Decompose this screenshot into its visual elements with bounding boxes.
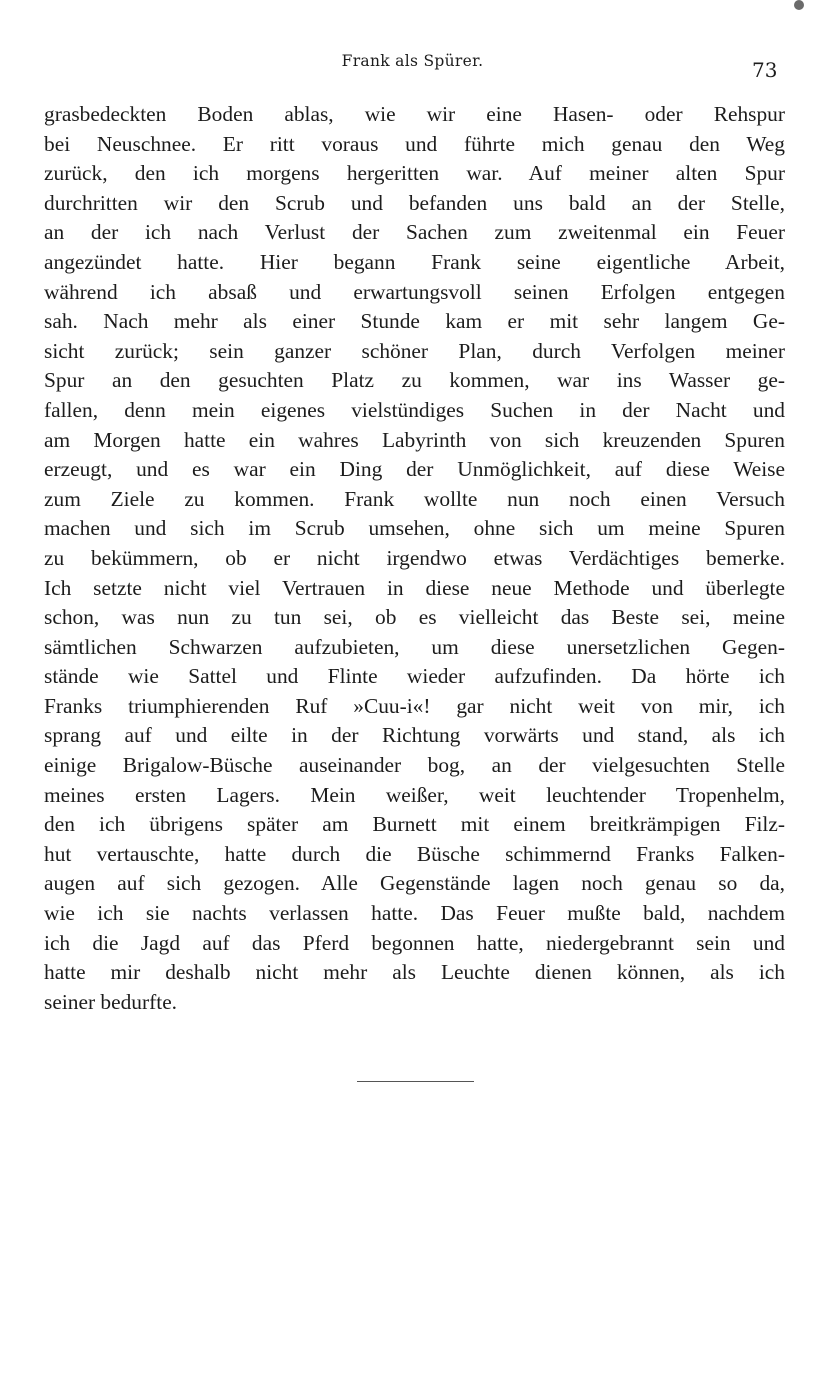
text-line: wie ich sie nachts verlassen hatte. Das Feuer mußte bald, nachdem	[44, 901, 785, 926]
text-line: seiner bedurfte.	[44, 989, 178, 1014]
text-line: augen auf sich gezogen. Alle Gegenstände lagen noch genau so da,	[44, 871, 785, 896]
text-line: den ich übrigens später am Burnett mit einem breitkrämpigen Filz-	[44, 812, 785, 837]
running-title: Frank als Spürer.	[341, 52, 484, 70]
text-line: durchritten wir den Scrub und befanden uns bald an der Stelle,	[44, 190, 785, 215]
text-line: machen und sich im Scrub umsehen, ohne sich um meine Spuren	[44, 516, 785, 541]
text-line: zurück, den ich morgens hergeritten war. Auf meiner alten Spur	[44, 161, 785, 186]
text-line: zum Ziele zu kommen. Frank wollte nun noch einen Versuch	[44, 486, 785, 511]
page-number: 73	[752, 58, 778, 82]
text-line: am Morgen hatte ein wahres Labyrinth von sich kreuzenden Spuren	[44, 427, 785, 452]
text-line: stände wie Sattel und Flinte wieder aufzufinden. Da hörte ich	[44, 664, 785, 689]
text-line: Ich setzte nicht viel Vertrauen in diese neue Methode und überlegte	[44, 575, 785, 600]
text-line: schon, was nun zu tun sei, ob es vielleicht das Beste sei, meine	[44, 605, 785, 630]
text-line: Franks triumphierenden Ruf »Cuu-i«! gar nicht weit von mir, ich	[44, 693, 785, 718]
text-line: sicht zurück; sein ganzer schöner Plan, durch Verfolgen meiner	[44, 338, 785, 363]
text-line: sämtlichen Schwarzen aufzubieten, um diese unersetzlichen Gegen-	[44, 634, 785, 659]
text-line: bei Neuschnee. Er ritt voraus und führte mich genau den Weg	[44, 131, 785, 156]
text-line: grasbedeckten Boden ablas, wie wir eine Hasen- oder Rehspur	[44, 102, 785, 126]
text-line: sah. Nach mehr als einer Stunde kam er mit sehr langem Ge-	[44, 309, 785, 334]
text-line: während ich absaß und erwartungsvoll seinen Erfolgen entgegen	[44, 279, 785, 304]
text-line: an der ich nach Verlust der Sachen zum zweitenmal ein Feuer	[44, 220, 785, 245]
scan-speck	[794, 0, 804, 10]
text-line: meines ersten Lagers. Mein weißer, weit leuchtender Tropenhelm,	[44, 782, 785, 807]
text-line: fallen, denn mein eigenes vielstündiges Suchen in der Nacht und	[44, 397, 785, 422]
text-line: angezündet hatte. Hier begann Frank seine eigentliche Arbeit,	[44, 249, 785, 274]
text-line: einige Brigalow-Büsche auseinander bog, an der vielgesuchten Stelle	[44, 753, 785, 778]
text-line: zu bekümmern, ob er nicht irgendwo etwas Verdächtiges bemerke.	[44, 545, 785, 570]
text-line: hut vertauschte, hatte durch die Büsche schimmernd Franks Falken-	[44, 841, 785, 866]
text-line: sprang auf und eilte in der Richtung vorwärts und stand, als ich	[44, 723, 785, 748]
body-text	[44, 100, 785, 1017]
text-line: erzeugt, und es war ein Ding der Unmöglichkeit, auf diese Weise	[44, 457, 785, 482]
text-line: hatte mir deshalb nicht mehr als Leuchte dienen können, als ich	[44, 960, 785, 985]
text-line: Spur an den gesuchten Platz zu kommen, war ins Wasser ge-	[44, 368, 785, 393]
section-end-rule	[357, 1081, 474, 1082]
text-line: ich die Jagd auf das Pferd begonnen hatte, niedergebrannt sein und	[44, 930, 785, 955]
